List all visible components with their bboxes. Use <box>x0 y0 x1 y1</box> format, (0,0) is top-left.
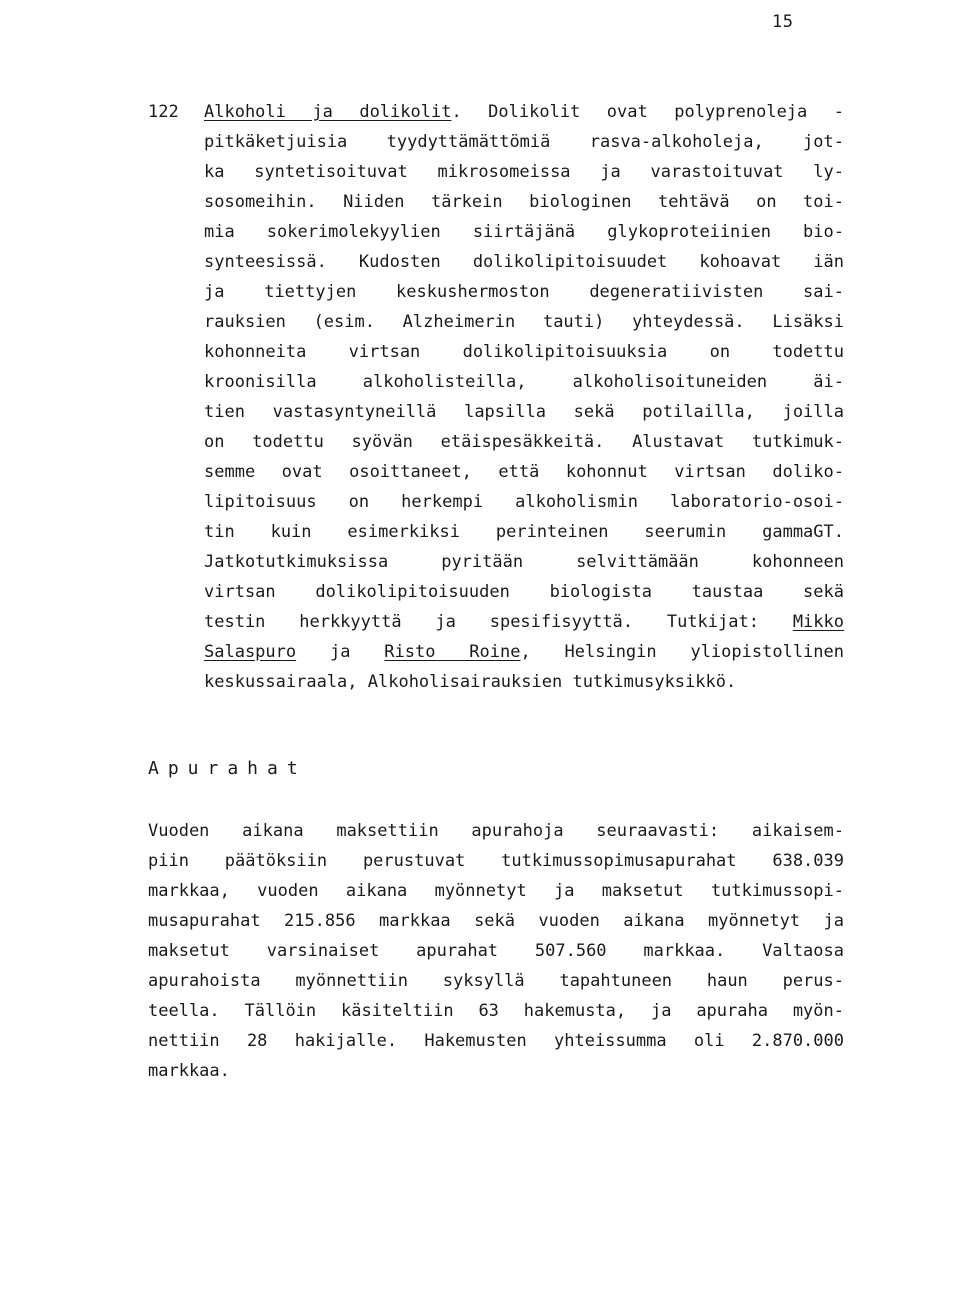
grants-line: teella. Tällöin käsiteltiin 63 hakemusta, ja apuraha myön- <box>148 1001 844 1021</box>
section-line <box>204 487 844 517</box>
underlined-text: Alkoholi ja dolikolit <box>204 102 452 122</box>
section-line <box>204 247 844 277</box>
section-number: 122 <box>148 102 179 122</box>
grants-line: markkaa, vuoden aikana myönnetyt ja maksetut tutkimussopi- <box>148 881 844 901</box>
text-run: virtsan dolikolipitoisuuden biologista taustaa sekä <box>204 582 844 602</box>
grants-line: maksetut varsinaiset apurahat 507.560 markkaa. Valtaosa <box>148 941 844 961</box>
grants-line: piin päätöksiin perustuvat tutkimussopimusapurahat 638.039 <box>148 851 844 871</box>
text-run: , Helsingin yliopistollinen <box>520 642 844 662</box>
text-run: ja tiettyjen keskushermoston degeneratiivisten sai- <box>204 282 844 302</box>
page-number: 15 <box>772 12 794 32</box>
section-line <box>204 337 844 367</box>
text-run: sosomeihin. Niiden tärkein biologinen tehtävä on toi- <box>204 192 844 212</box>
section-line <box>204 397 844 427</box>
section-line <box>204 367 844 397</box>
text-run: testin herkkyyttä ja spesifisyyttä. Tutkijat: <box>204 612 793 632</box>
grants-line: Vuoden aikana maksettiin apurahoja seuraavasti: aikaisem- <box>148 821 844 841</box>
text-run: tin kuin esimerkiksi perinteinen seerumin gammaGT. <box>204 522 844 542</box>
section-line <box>204 157 844 187</box>
text-run: mia sokerimolekyylien siirtäjänä glykoproteiinien bio- <box>204 222 844 242</box>
grants-line: nettiin 28 hakijalle. Hakemusten yhteissumma oli 2.870.000 <box>148 1031 844 1051</box>
text-run: ka syntetisoituvat mikrosomeissa ja varastoituvat ly- <box>204 162 844 182</box>
section-line <box>204 637 844 667</box>
grants-heading: Apurahat <box>148 758 307 779</box>
text-run: kohonneita virtsan dolikolipitoisuuksia on todettu <box>204 342 844 362</box>
grants-line: apurahoista myönnettiin syksyllä tapahtuneen haun perus- <box>148 971 844 991</box>
section-line <box>204 187 844 217</box>
underlined-text: Salaspuro <box>204 642 297 662</box>
text-run: kroonisilla alkoholisteilla, alkoholisoituneiden äi- <box>204 372 844 392</box>
text-run: ja <box>296 642 385 662</box>
text-run: rauksien (esim. Alzheimerin tauti) yhteydessä. Lisäksi <box>204 312 844 332</box>
section-line <box>204 217 844 247</box>
section-line <box>204 307 844 337</box>
section-line <box>204 517 844 547</box>
section-line <box>204 277 844 307</box>
text-run: synteesissä. Kudosten dolikolipitoisuudet kohoavat iän <box>204 252 844 272</box>
section-line <box>204 457 844 487</box>
text-run: keskussairaala, Alkoholisairauksien tutkimusyksikkö. <box>204 672 737 692</box>
section-line <box>204 577 844 607</box>
section-line <box>204 97 844 127</box>
text-run: pitkäketjuisia tyydyttämättömiä rasva-alkoholeja, jot- <box>204 132 844 152</box>
text-run: Jatkotutkimuksissa pyritään selvittämään kohonneen <box>204 552 844 572</box>
section-line <box>204 547 844 577</box>
grants-line: musapurahat 215.856 markkaa sekä vuoden aikana myönnetyt ja <box>148 911 844 931</box>
section-line <box>204 667 844 697</box>
underlined-text: Mikko <box>792 612 844 632</box>
text-run: semme ovat osoittaneet, että kohonnut virtsan doliko- <box>204 462 844 482</box>
text-run: on todettu syövän etäispesäkkeitä. Alustavat tutkimuk- <box>204 432 844 452</box>
section-line <box>204 127 844 157</box>
section-line <box>204 427 844 457</box>
text-run: tien vastasyntyneillä lapsilla sekä potilailla, joilla <box>204 402 844 422</box>
text-run: . Dolikolit ovat polyprenoleja - <box>451 102 844 122</box>
text-run: lipitoisuus on herkempi alkoholismin laboratorio-osoi- <box>204 492 844 512</box>
underlined-text: Risto Roine <box>384 642 521 662</box>
grants-line: markkaa. <box>148 1061 230 1081</box>
section-line <box>204 607 844 637</box>
